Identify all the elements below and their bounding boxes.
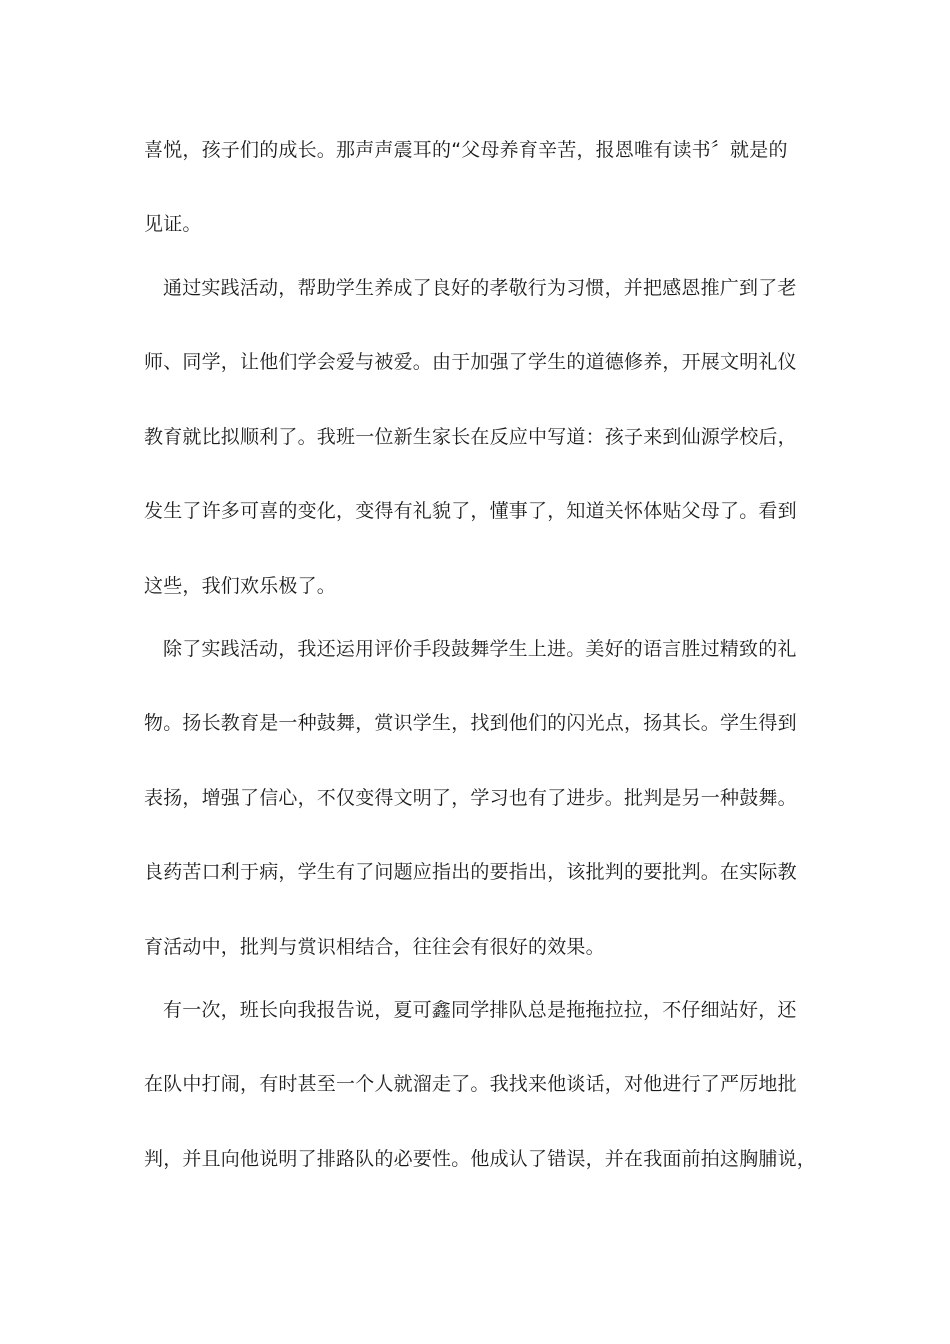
text-line: 良药苦口利于病，学生有了问题应指出的要指出，该批判的要批判。在实际教 — [144, 861, 797, 883]
text-line: 物。扬长教育是一种鼓舞，赏识学生，找到他们的闪光点，扬其长。学生得到 — [144, 712, 797, 734]
text-line: 判，并且向他说明了排路队的必要性。他成认了错误，并在我面前拍这胸脯说， — [144, 1148, 817, 1170]
text-line: 师、同学，让他们学会爱与被爱。由于加强了学生的道德修养，开展文明礼仪 — [144, 351, 797, 373]
paragraph-start-line: 通过实践活动，帮助学生养成了良好的孝敬行为习惯，并把感恩推广到了老 — [163, 277, 797, 299]
text-line: 这些，我们欢乐极了。 — [144, 575, 337, 597]
text-line: 见证。 — [144, 213, 202, 235]
text-line: 发生了许多可喜的变化，变得有礼貌了，懂事了，知道关怀体贴父母了。看到 — [144, 500, 797, 522]
paragraph-start-line: 除了实践活动，我还运用评价手段鼓舞学生上进。美好的语言胜过精致的礼 — [163, 638, 797, 660]
text-line: 在队中打闹，有时甚至一个人就溜走了。我找来他谈话，对他进行了严厉地批 — [144, 1073, 797, 1095]
text-line: 喜悦，孩子们的成长。那声声震耳的“父母养育辛苦，报恩唯有读书〞就是的 — [144, 139, 788, 161]
text-line: 教育就比拟顺利了。我班一位新生家长在反应中写道：孩子来到仙源学校后， — [144, 426, 797, 448]
paragraph-start-line: 有一次，班长向我报告说，夏可鑫同学排队总是拖拖拉拉，不仔细站好，还 — [163, 999, 797, 1021]
text-line: 育活动中，批判与赏识相结合，往往会有很好的效果。 — [144, 936, 605, 958]
text-line: 表扬，增强了信心，不仅变得文明了，学习也有了进步。批判是另一种鼓舞。 — [144, 787, 797, 809]
